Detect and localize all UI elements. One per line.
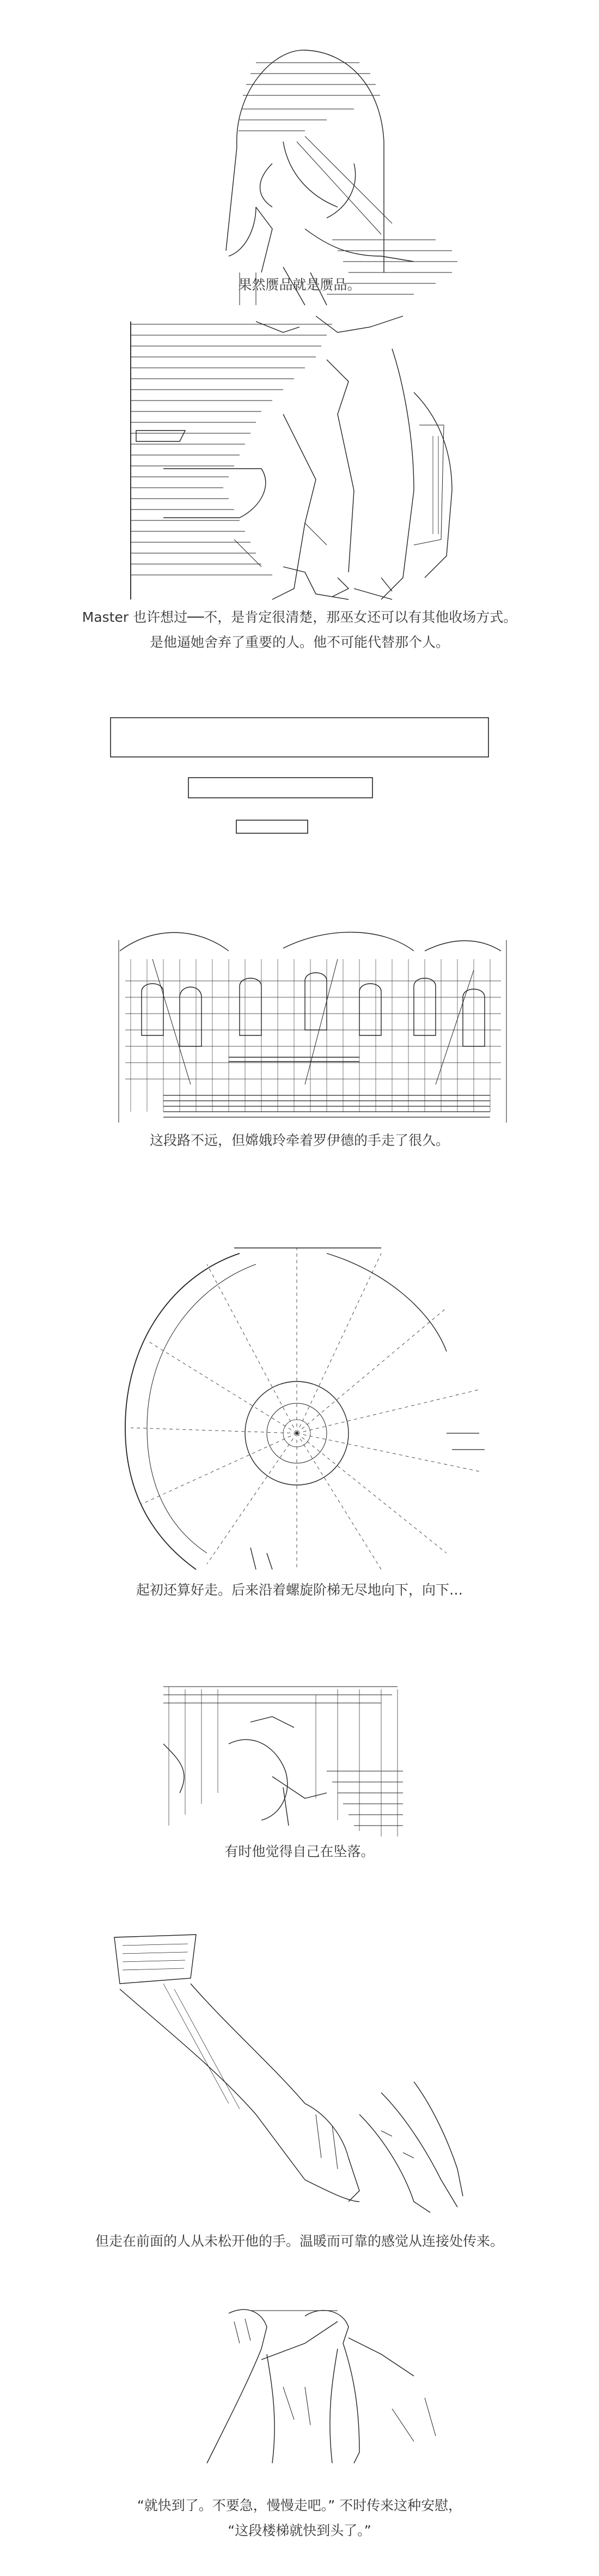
caption-8 [0,2493,599,2543]
caption-line: 果然赝品就是赝品。 [238,277,361,293]
caption-line: “就快到了。不要急，慢慢走吧。” 不时传来这种安慰， [137,2498,462,2513]
caption-line: Master 也许想过──不，是肯定很清楚，那巫女还可以有其他收场方式。 [82,609,517,625]
caption-2 [0,605,599,655]
panel-2-striped-figure [131,322,452,599]
caption-line: 是他逼她舍弃了重要的人。他不可能代替那个人。 [149,634,449,650]
caption-1 [0,272,599,298]
panel-7-hand-reaching [114,1935,463,2213]
caption-7 [0,2229,599,2254]
panel-5-spiral-staircase [125,1248,485,1569]
caption-line: 这段路不远，但嫦娥玲牵着罗伊德的手走了很久。 [149,1132,449,1148]
caption-line: 起初还算好走。后来沿着螺旋阶梯无尽地向下，向下… [136,1582,463,1598]
panel-8-two-figures [207,2310,436,2463]
caption-line: 有时他觉得自己在坠落。 [224,1844,375,1859]
caption-4 [0,1128,599,1153]
panel-4-tunnel-crowd [119,932,506,1123]
panel-6-falling [163,1687,403,1836]
caption-line: “这段楼梯就快到头了。” [228,2523,371,2538]
panel-3-screen-frames [111,718,488,833]
caption-5 [0,1578,599,1603]
caption-6 [0,1839,599,1864]
caption-line: 但走在前面的人从未松开他的手。温暖而可靠的感觉从连接处传来。 [95,2233,504,2249]
